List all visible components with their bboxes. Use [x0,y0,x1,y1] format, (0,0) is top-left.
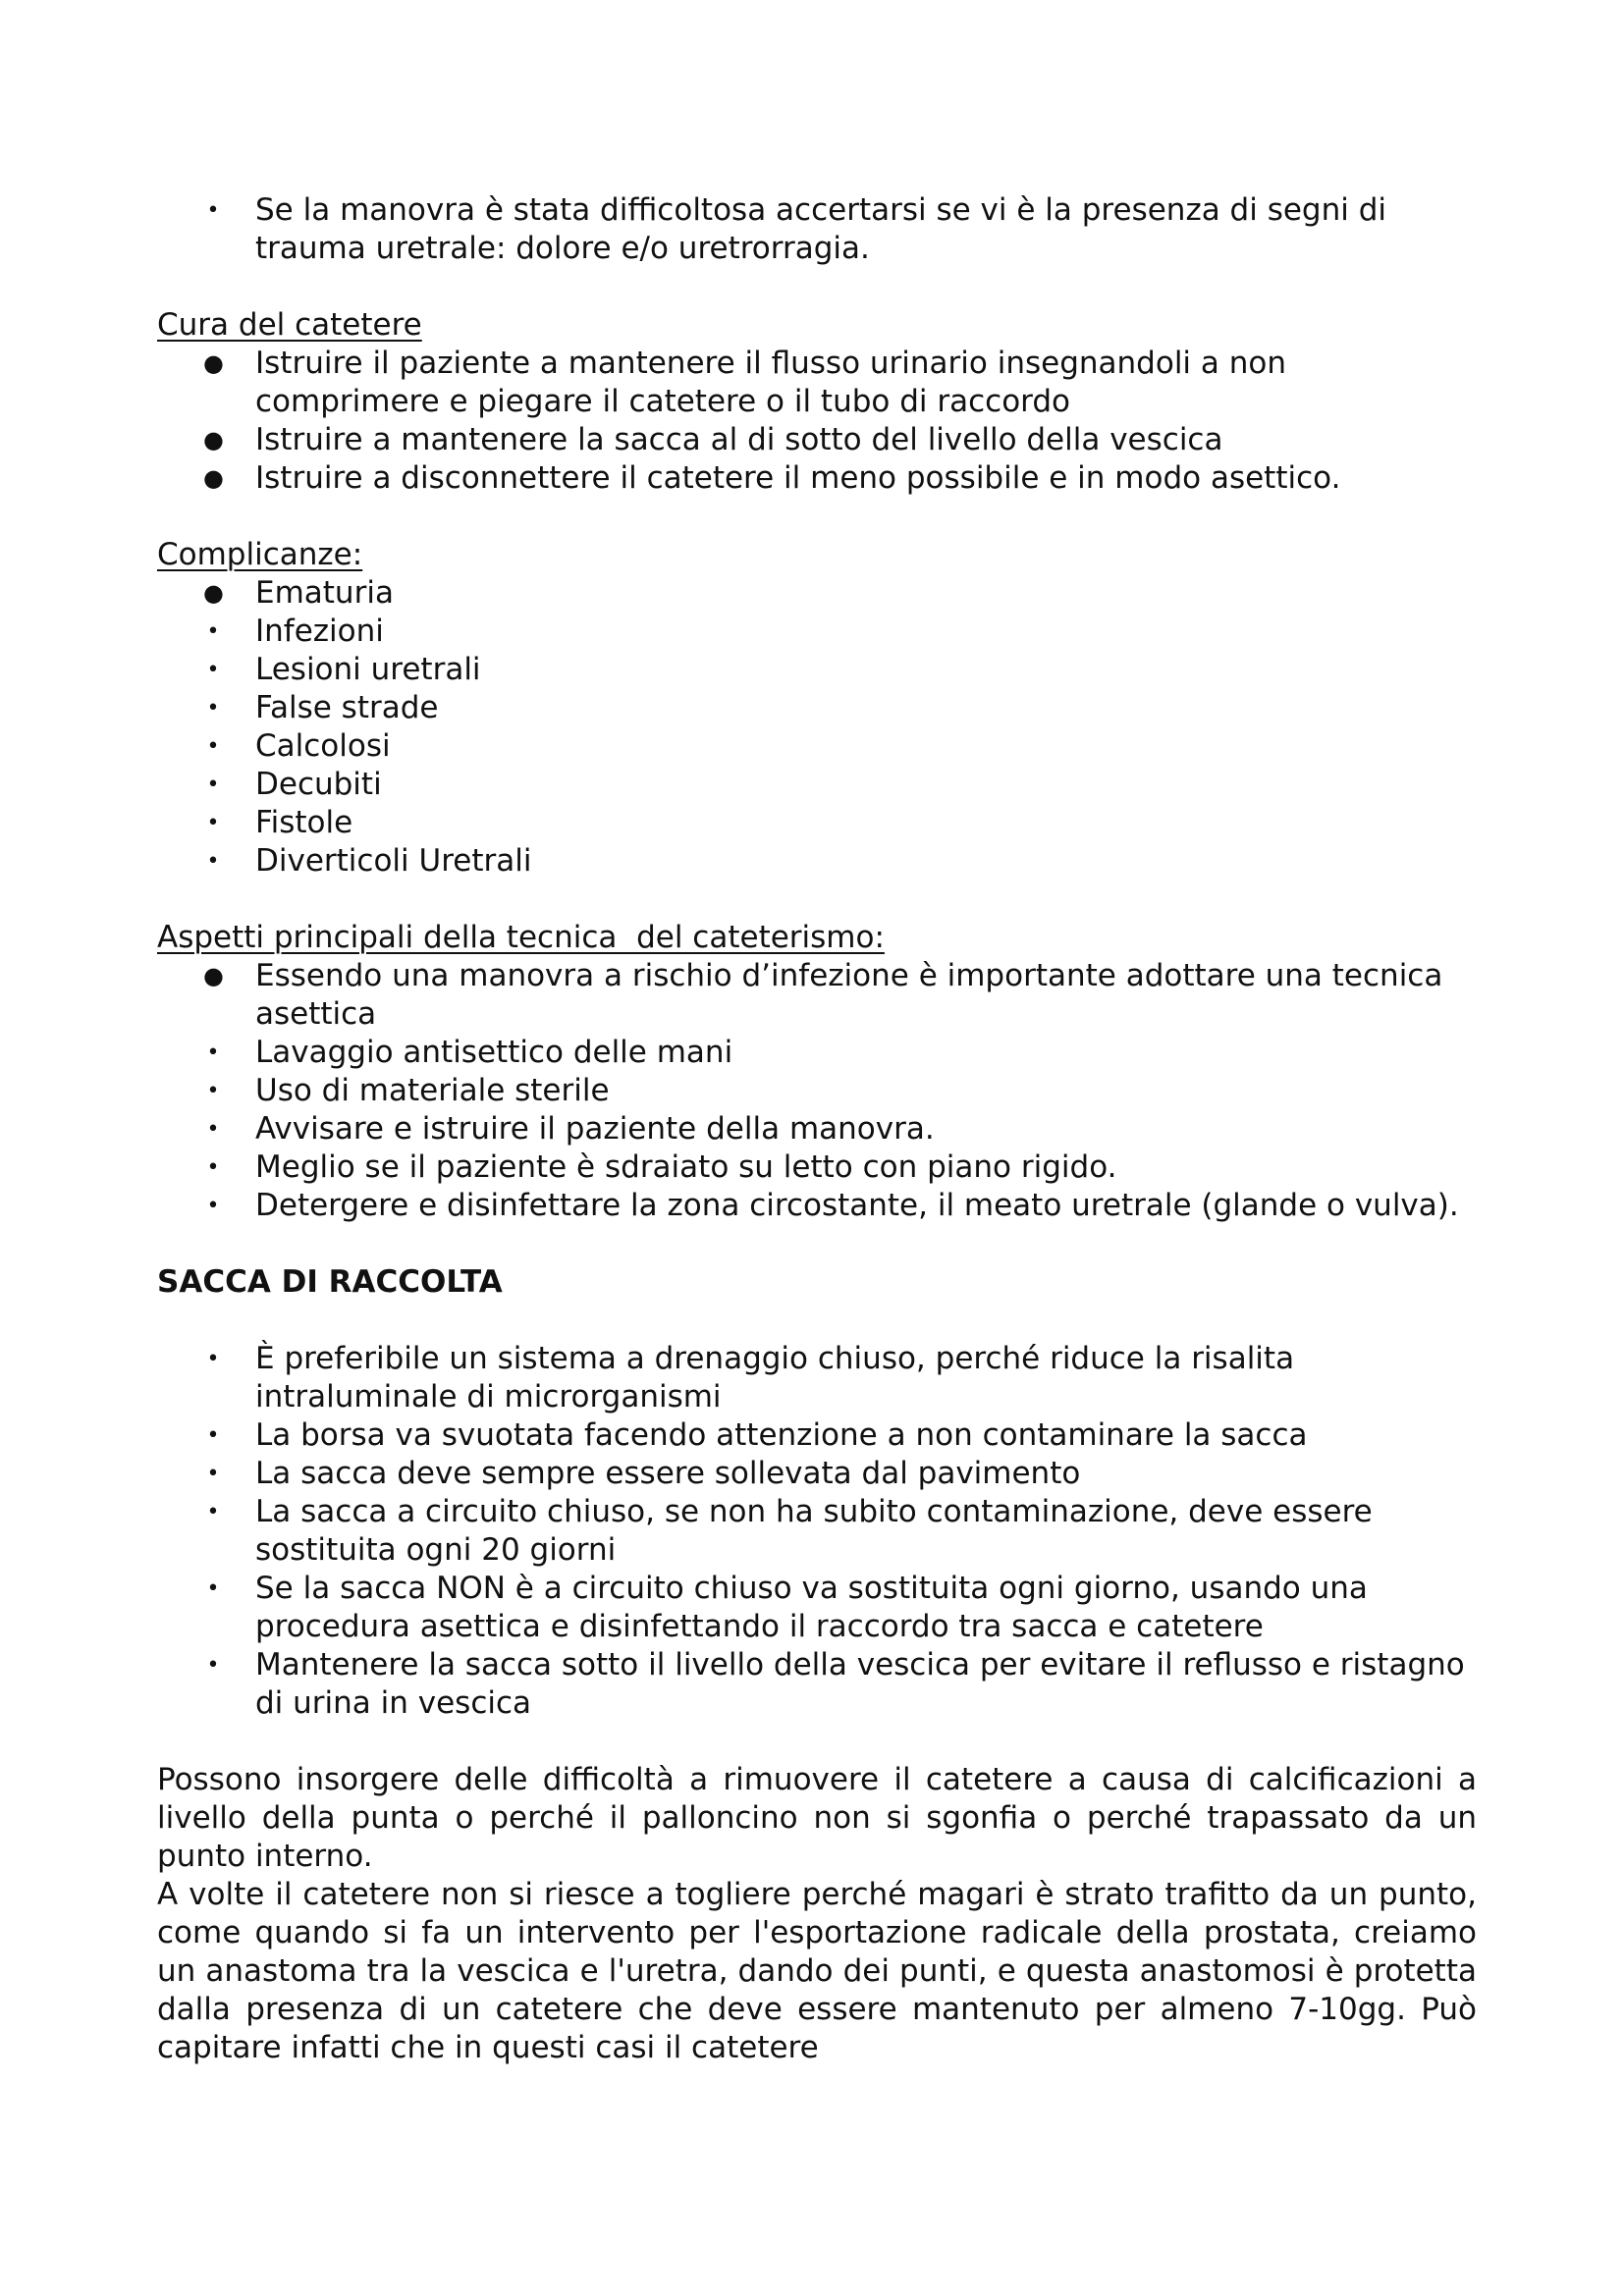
bullet-icon: • [206,658,220,682]
complicanze-list [157,574,1477,881]
list-item [157,191,1477,268]
bullet-icon: ● [203,464,224,492]
list-item-text: Istruire il paziente a mantenere il flusso urinario insegnandoli a non comprimere e piegare il catetere o il tubo di raccordo [255,346,1287,419]
list-item-text: Calcolosi [255,728,391,764]
list-item-text: Detergere e disinfettare la zona circostante, il meato uretrale (glande o vulva). [255,1188,1459,1223]
list-item-text: Mantenere la sacca sotto il livello della vescica per evitare il reflusso e ristagno di urina in vescica [255,1647,1465,1721]
bullet-icon: • [206,1079,220,1103]
paragraph-1: Possono insorgere delle difficoltà a rimuovere il catetere a causa di calcificazioni a livello della punta o perché il palloncino non si sgonfia o perché trapassato da un punto interno. [157,1762,1477,1874]
list-item [157,1110,1477,1148]
bullet-icon: • [206,696,220,721]
section-title-sacca: SACCA DI RACCOLTA [157,1264,503,1300]
bullet-icon: • [206,734,220,759]
list-item-text: Istruire a mantenere la sacca al di sotto del livello della vescica [255,422,1223,457]
list-item-text: È preferibile un sistema a drenaggio chiuso, perché riduce la risalita intraluminale di microrganismi [255,1341,1295,1415]
spacer [157,1225,1477,1263]
bullet-icon: • [206,1423,220,1448]
list-item [157,1646,1477,1723]
bullet-icon: • [206,811,220,835]
bullet-icon: • [206,1155,220,1180]
list-item-text: Istruire a disconnettere il catetere il meno possibile e in modo asettico. [255,460,1341,496]
bullet-icon: ● [203,962,224,989]
bullet-icon: • [206,849,220,874]
list-item [157,766,1477,804]
list-item [157,421,1477,459]
paragraph-2: A volte il catetere non si riesce a togliere perché magari è strato trafitto da un punto, come quando si fa un intervento per l'esportazione radicale della prostata, creiamo un anastoma tra la vescica e l'uretra, dando dei punti, e questa anastomosi è protetta dalla presenza di un catetere che deve essere mantenuto per almeno 7-10gg. Può capitare infatti che in questi casi il catetere [157,1877,1477,2065]
bullet-icon: • [206,619,220,644]
bullet-icon: • [206,1194,220,1218]
spacer [157,1723,1477,1761]
spacer [157,1302,1477,1340]
list-item-text: False strade [255,690,439,725]
list-item-text: Uso di materiale sterile [255,1073,610,1108]
list-item-text: Se la sacca NON è a circuito chiuso va sostituita ogni giorno, usando una procedura asettica e disinfettando il raccordo tra sacca e catetere [255,1571,1368,1644]
list-item [157,727,1477,766]
bullet-icon: • [206,1117,220,1142]
list-item-text: Lavaggio antisettico delle mani [255,1035,733,1070]
list-item [157,1570,1477,1646]
list-item [157,613,1477,651]
bullet-icon: ● [203,349,224,377]
list-item [157,651,1477,689]
list-item-text: Lesioni uretrali [255,652,481,687]
document-page [157,191,1477,2067]
intro-list [157,191,1477,268]
list-item-text: Decubiti [255,767,382,802]
bullet-icon: • [206,1462,220,1486]
bullet-icon: • [206,1653,220,1678]
list-item-text: La sacca a circuito chiuso, se non ha subito contaminazione, deve essere sostituita ogni 20 giorni [255,1494,1373,1568]
list-item-text: La sacca deve sempre essere sollevata dal pavimento [255,1456,1081,1491]
spacer [157,881,1477,919]
bullet-icon: • [206,1347,220,1371]
bullet-icon: • [206,773,220,797]
list-item [157,689,1477,727]
list-item-text: La borsa va svuotata facendo attenzione a non contaminare la sacca [255,1417,1308,1453]
bullet-icon: • [206,1500,220,1524]
spacer [157,498,1477,536]
list-item-text: Se la manovra è stata difficoltosa accertarsi se vi è la presenza di segni di trauma uretrale: dolore e/o uretrorragia. [255,192,1387,266]
list-item [157,345,1477,421]
list-item [157,1072,1477,1110]
bullet-icon: ● [203,579,224,607]
list-item [157,1493,1477,1570]
list-item-text: Meglio se il paziente è sdraiato su letto con piano rigido. [255,1149,1117,1185]
list-item-text: Infezioni [255,614,384,649]
aspetti-list [157,957,1477,1225]
bullet-icon: • [206,1576,220,1601]
section-heading-aspetti: Aspetti principali della tecnica del cateterismo: [157,920,885,955]
list-item [157,1455,1477,1493]
list-item-text: Fistole [255,805,353,840]
list-item [157,842,1477,881]
cura-list [157,345,1477,498]
section-heading-complicanze: Complicanze: [157,537,363,572]
list-item-text: Diverticoli Uretrali [255,843,532,879]
list-item [157,1340,1477,1416]
list-item [157,1148,1477,1187]
list-item [157,1187,1477,1225]
list-item-text: Ematuria [255,575,394,611]
list-item [157,574,1477,613]
list-item [157,804,1477,842]
list-item [157,1034,1477,1072]
list-item [157,459,1477,498]
list-item-text: Avvisare e istruire il paziente della manovra. [255,1111,935,1147]
list-item [157,957,1477,1034]
bullet-icon: • [206,1041,220,1065]
bullet-icon: ● [203,426,224,454]
section-heading-cura: Cura del catetere [157,307,422,343]
sacca-list [157,1340,1477,1723]
list-item [157,1416,1477,1455]
spacer [157,268,1477,306]
list-item-text: Essendo una manovra a rischio d’infezione è importante adottare una tecnica asettica [255,958,1443,1032]
bullet-icon: • [206,198,220,223]
